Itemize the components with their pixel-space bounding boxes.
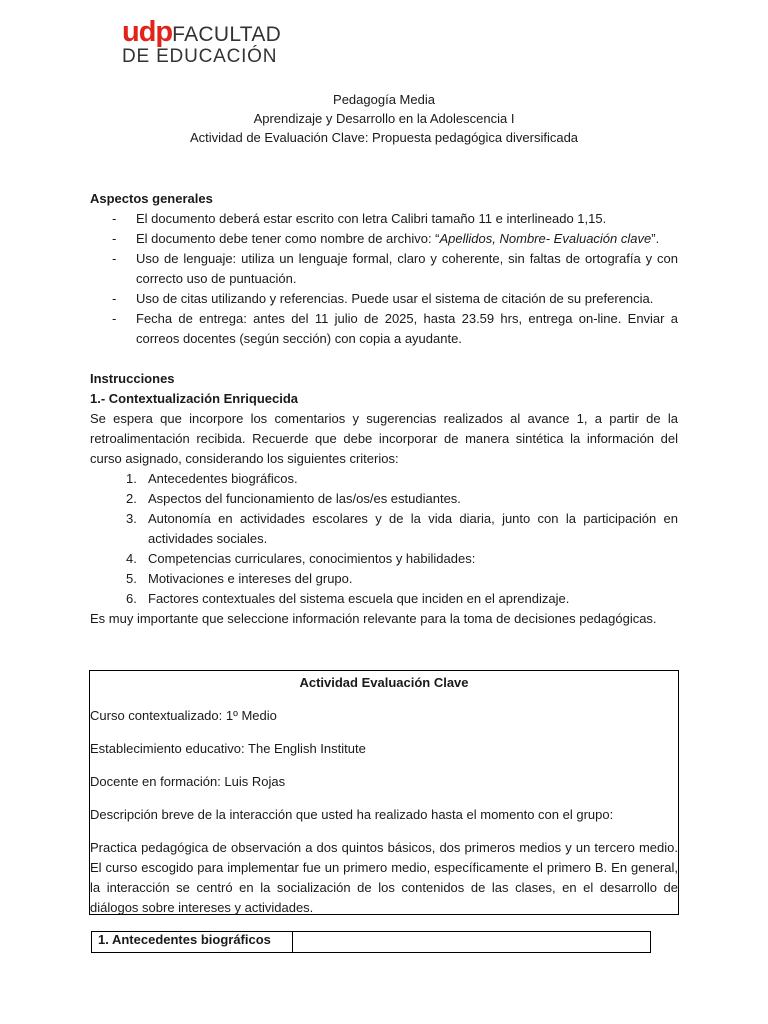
criteria-number: 4. <box>126 551 137 566</box>
aspectos-item: - Fecha de entrega: antes del 11 julio de 2025, hasta 23.59 hrs, entrega on-line. Enviar a correos docentes (según sección) con copia a ayudante. <box>90 309 678 349</box>
header-line1: Pedagogía Media <box>333 92 435 107</box>
descripcion-text: Practica pedagógica de observación a dos quintos básicos, dos primeros medios y un tercero medio. El curso escogido para implementar fue un primero medio, específicamente el primero B. En general, la interacción se centró en la socialización de los contenidos de las clases, en el desarrollo de diálogos sobre intereses y actividades. <box>90 840 678 915</box>
descripcion-label: Descripción breve de la interacción que usted ha realizado hasta el momento con el grupo: <box>90 807 614 822</box>
instrucciones-section <box>90 369 678 629</box>
evaluation-box <box>89 670 679 915</box>
criteria-text: Factores contextuales del sistema escuela que inciden en el aprendizaje. <box>148 591 570 606</box>
instrucciones-subtitle: 1.- Contextualización Enriquecida <box>90 391 299 406</box>
aspectos-list <box>90 209 678 349</box>
udp-logo <box>122 16 281 68</box>
criteria-number: 5. <box>126 571 137 586</box>
instrucciones-closing: Es muy importante que seleccione información relevante para la toma de decisiones pedagógicas. <box>90 611 657 626</box>
aspectos-item-text: El documento debe tener como nombre de archivo: “ <box>136 231 440 246</box>
antecedentes-label: 1. Antecedentes biográficos <box>92 932 293 953</box>
curso-field: Curso contextualizado: 1º Medio <box>90 708 277 723</box>
criteria-item <box>90 589 678 609</box>
aspectos-section <box>90 189 678 349</box>
criteria-text: Competencias curriculares, conocimientos y habilidades: <box>148 551 476 566</box>
aspectos-item: - El documento deberá estar escrito con letra Calibri tamaño 11 e interlineado 1,15. <box>90 209 678 229</box>
instrucciones-title: Instrucciones <box>90 371 175 386</box>
criteria-item <box>90 549 678 569</box>
criteria-number: 2. <box>126 491 137 506</box>
header-line2: Aprendizaje y Desarrollo en la Adolescencia I <box>253 111 515 126</box>
aspectos-title: Aspectos generales <box>90 191 213 206</box>
criteria-item <box>90 469 678 489</box>
criteria-number: 1. <box>126 471 137 486</box>
criteria-number: 3. <box>126 511 137 526</box>
antecedentes-value <box>293 932 651 953</box>
criteria-text: Aspectos del funcionamiento de las/os/es estudiantes. <box>148 491 461 506</box>
file-name-example: Apellidos, Nombre- Evaluación clave <box>439 231 652 246</box>
criteria-item <box>90 489 678 509</box>
header-line3: Actividad de Evaluación Clave: Propuesta pedagógica diversificada <box>189 130 579 145</box>
instrucciones-intro: Se espera que incorpore los comentarios y sugerencias realizados al avance 1, a partir de la retroalimentación recibida. Recuerde que debe incorporar de manera sintética la información del curso asignado, considerando los siguientes criterios: <box>90 411 678 466</box>
document-header <box>0 90 768 147</box>
criteria-list <box>90 469 678 609</box>
criteria-item <box>90 509 678 549</box>
criteria-number: 6. <box>126 591 137 606</box>
establecimiento-field: Establecimiento educativo: The English Institute <box>90 741 366 756</box>
logo-line2: DE EDUCACIÓN <box>122 46 278 67</box>
aspectos-item: - Uso de citas utilizando y referencias. Puede usar el sistema de citación de su preferencia. <box>90 289 678 309</box>
criteria-text: Antecedentes biográficos. <box>148 471 298 486</box>
aspectos-item: - Uso de lenguaje: utiliza un lenguaje formal, claro y coherente, sin faltas de ortografía y con correcto uso de puntuación. <box>90 249 678 289</box>
criteria-text: Autonomía en actividades escolares y de la vida diaria, junto con la participación en actividades sociales. <box>148 511 678 546</box>
criteria-text: Motivaciones e intereses del grupo. <box>148 571 353 586</box>
table-row <box>92 932 651 953</box>
file-name-end: ”. <box>651 231 660 246</box>
criteria-item <box>90 569 678 589</box>
aspectos-item <box>90 229 678 249</box>
box-title: Actividad Evaluación Clave <box>299 675 469 690</box>
docente-field: Docente en formación: Luis Rojas <box>90 774 286 789</box>
logo-line1: FACULTAD <box>172 23 282 46</box>
logo-brand: udp <box>122 16 173 48</box>
antecedentes-table <box>91 931 651 953</box>
